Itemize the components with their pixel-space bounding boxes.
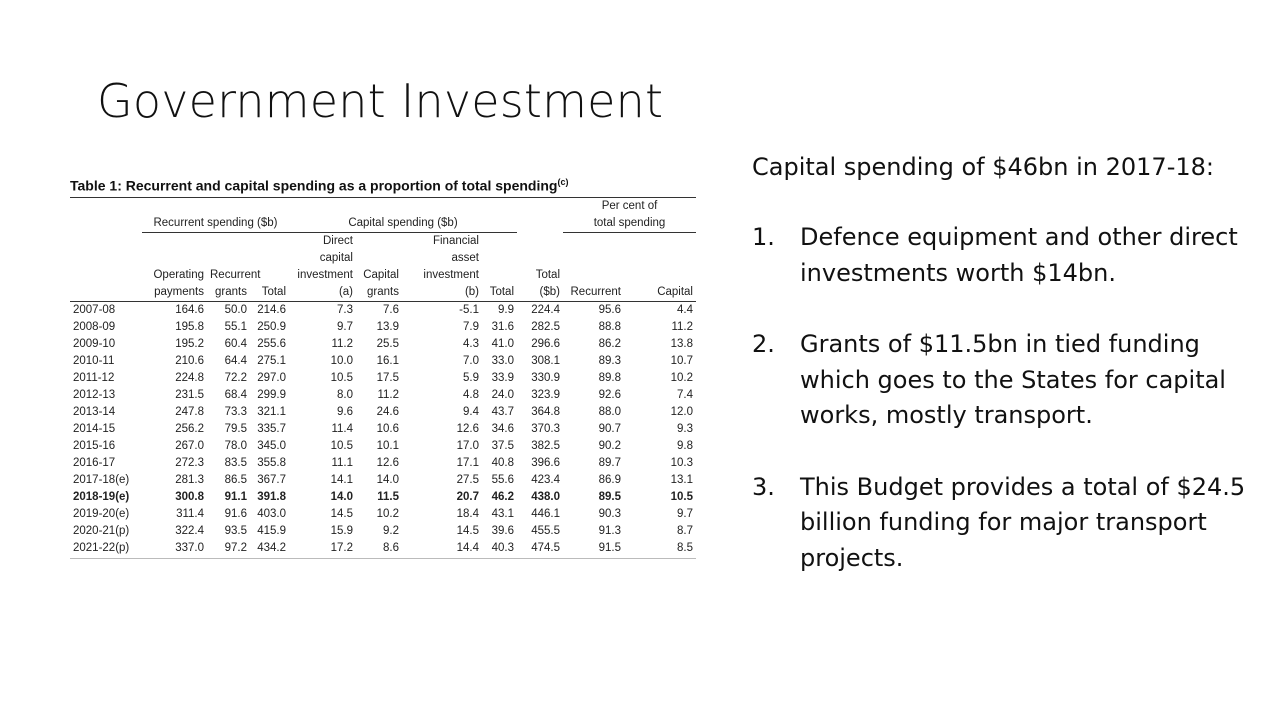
- col-operating-header: Operating: [153, 268, 204, 281]
- table-row: [70, 455, 696, 472]
- table-row: [70, 404, 696, 421]
- cell-rec-grants: 55.1: [224, 320, 247, 333]
- cell-total: 370.3: [531, 422, 560, 435]
- cell-rec-total: 214.6: [257, 303, 286, 316]
- col-cap-grants-header: Capital: [363, 268, 399, 281]
- cell-pct-cap: 9.3: [677, 422, 693, 435]
- cell-operating: 300.8: [175, 490, 204, 503]
- cell-total: 396.6: [531, 456, 560, 469]
- cell-pct-rec: 92.6: [598, 388, 621, 401]
- cell-rec-total: 403.0: [257, 507, 286, 520]
- cell-financial: 12.6: [456, 422, 479, 435]
- summary-point-text: Defence equipment and other direct investments worth $14bn.: [800, 223, 1238, 287]
- cell-pct-rec: 89.5: [598, 490, 621, 503]
- cell-total: 224.4: [531, 303, 560, 316]
- table-row: [70, 370, 696, 387]
- table-caption-text: Table 1: Recurrent and capital spending as a proportion of total spending: [70, 177, 558, 194]
- col-operating-header-2: payments: [142, 284, 207, 302]
- cell-direct: 9.6: [337, 405, 353, 418]
- cell-financial: 17.1: [456, 456, 479, 469]
- cell-pct-cap: 7.4: [677, 388, 693, 401]
- cell-financial: -5.1: [459, 303, 479, 316]
- cell-direct: 11.2: [331, 337, 353, 350]
- cell-direct: 8.0: [337, 388, 353, 401]
- cell-cap-grants: 16.1: [376, 354, 399, 367]
- cell-year: 2018-19(e): [73, 490, 130, 503]
- cell-year: 2011-12: [73, 371, 115, 384]
- cell-financial: 18.4: [456, 507, 479, 520]
- cell-rec-grants: 60.4: [224, 337, 247, 350]
- cell-cap-total: 41.0: [491, 337, 514, 350]
- cell-pct-rec: 89.8: [598, 371, 621, 384]
- cell-operating: 267.0: [175, 439, 204, 452]
- cell-pct-cap: 9.7: [677, 507, 693, 520]
- table-row: [70, 387, 696, 404]
- table-caption-note: (c): [557, 177, 569, 187]
- cell-total: 446.1: [531, 507, 560, 520]
- cell-pct-rec: 90.2: [598, 439, 621, 452]
- table-row: [70, 438, 696, 455]
- cell-cap-total: 37.5: [491, 439, 514, 452]
- cell-pct-cap: 10.7: [670, 354, 693, 367]
- cell-cap-total: 55.6: [491, 473, 514, 486]
- cell-cap-total: 33.9: [491, 371, 514, 384]
- cell-total: 308.1: [531, 354, 560, 367]
- table-row: [70, 336, 696, 353]
- cell-operating: 311.4: [176, 507, 204, 520]
- col-rec-grants-header: Recurrent: [210, 268, 261, 281]
- cell-total: 323.9: [531, 388, 560, 401]
- col-financial-header-2: asset: [451, 251, 479, 264]
- cell-rec-total: 321.1: [257, 405, 286, 418]
- cell-rec-grants: 86.5: [224, 473, 247, 486]
- cell-financial: 14.5: [456, 524, 479, 537]
- cell-cap-grants: 12.6: [376, 456, 399, 469]
- cell-pct-cap: 10.3: [670, 456, 693, 469]
- summary-point: [752, 220, 1262, 291]
- cell-cap-total: 31.6: [491, 320, 514, 333]
- col-direct-header-2: capital: [319, 251, 353, 264]
- cell-financial: 17.0: [456, 439, 479, 452]
- recurrent-group-header: Recurrent spending ($b): [142, 215, 289, 233]
- cell-operating: 256.2: [175, 422, 204, 435]
- cell-cap-grants: 24.6: [376, 405, 399, 418]
- cell-operating: 210.6: [175, 354, 204, 367]
- cell-cap-grants: 11.2: [377, 388, 399, 401]
- cell-pct-rec: 86.9: [598, 473, 621, 486]
- table-row: [70, 472, 696, 489]
- cell-rec-total: 391.8: [257, 490, 286, 503]
- cell-pct-rec: 89.3: [598, 354, 621, 367]
- cell-direct: 9.7: [337, 320, 353, 333]
- cell-pct-cap: 10.2: [670, 371, 693, 384]
- cell-rec-total: 367.7: [257, 473, 286, 486]
- cell-total: 330.9: [531, 371, 560, 384]
- summary-point-text: This Budget provides a total of $24.5 billion funding for major transport projects.: [800, 472, 1246, 572]
- cell-rec-total: 345.0: [257, 439, 286, 452]
- col-rec-total-header: Total: [250, 284, 289, 302]
- cell-year: 2012-13: [73, 388, 116, 401]
- cell-cap-grants: 9.2: [383, 524, 399, 537]
- cell-pct-rec: 91.5: [598, 541, 621, 554]
- cell-direct: 11.4: [331, 422, 353, 435]
- cell-pct-cap: 11.2: [671, 320, 693, 333]
- cell-rec-grants: 68.4: [224, 388, 247, 401]
- table-row: [70, 489, 696, 506]
- cell-year: 2017-18(e): [73, 473, 130, 486]
- table-row: [70, 319, 696, 336]
- summary-panel: [752, 150, 1262, 576]
- cell-direct: 15.9: [330, 524, 353, 537]
- cell-pct-rec: 90.7: [598, 422, 621, 435]
- cell-cap-total: 39.6: [491, 524, 514, 537]
- summary-point: [752, 470, 1262, 577]
- cell-rec-total: 335.7: [257, 422, 286, 435]
- cell-rec-total: 355.8: [257, 456, 286, 469]
- cell-operating: 195.2: [175, 337, 204, 350]
- cell-year: 2013-14: [73, 405, 116, 418]
- cell-cap-grants: 10.2: [376, 507, 399, 520]
- cell-cap-grants: 7.6: [383, 303, 399, 316]
- cell-pct-cap: 10.5: [670, 490, 693, 503]
- cell-rec-grants: 73.3: [224, 405, 247, 418]
- cell-rec-total: 434.2: [257, 541, 286, 554]
- cell-year: 2019-20(e): [73, 507, 130, 520]
- table-body: [70, 301, 696, 557]
- capital-group-header: Capital spending ($b): [289, 215, 517, 233]
- cell-financial: 5.9: [463, 371, 479, 384]
- cell-year: 2008-09: [73, 320, 116, 333]
- cell-pct-rec: 90.3: [598, 507, 621, 520]
- table-header: [70, 198, 696, 302]
- table-row: [70, 523, 696, 540]
- cell-direct: 7.3: [337, 303, 353, 316]
- col-rec-grants-header-2: grants: [207, 284, 250, 302]
- cell-cap-grants: 8.6: [383, 541, 399, 554]
- col-cap-grants-header-2: grants: [356, 284, 402, 302]
- cell-operating: 164.6: [175, 303, 204, 316]
- summary-points: [752, 220, 1262, 576]
- cell-total: 474.5: [531, 541, 560, 554]
- cell-direct: 10.5: [330, 439, 353, 452]
- cell-rec-grants: 72.2: [224, 371, 247, 384]
- cell-operating: 322.4: [175, 524, 204, 537]
- table-caption: [70, 177, 696, 194]
- cell-direct: 11.1: [331, 456, 353, 469]
- cell-cap-total: 43.1: [491, 507, 514, 520]
- col-grand-total-header-2: ($b): [517, 284, 563, 302]
- cell-total: 423.4: [531, 473, 560, 486]
- cell-pct-rec: 86.2: [598, 337, 621, 350]
- cell-rec-total: 250.9: [257, 320, 286, 333]
- cell-financial: 14.4: [456, 541, 479, 554]
- cell-pct-rec: 95.6: [598, 303, 621, 316]
- cell-financial: 27.5: [456, 473, 479, 486]
- table-row: [70, 353, 696, 370]
- cell-cap-grants: 10.6: [376, 422, 399, 435]
- cell-rec-total: 255.6: [257, 337, 286, 350]
- cell-year: 2015-16: [73, 439, 116, 452]
- cell-year: 2010-11: [73, 354, 115, 367]
- cell-rec-total: 415.9: [257, 524, 286, 537]
- cell-rec-grants: 79.5: [224, 422, 247, 435]
- cell-cap-total: 34.6: [491, 422, 514, 435]
- cell-cap-grants: 10.1: [376, 439, 399, 452]
- summary-intro: Capital spending of $46bn in 2017-18:: [752, 153, 1214, 181]
- cell-pct-cap: 12.0: [670, 405, 693, 418]
- table-row: [70, 301, 696, 319]
- cell-rec-grants: 91.6: [224, 507, 247, 520]
- cell-pct-rec: 91.3: [598, 524, 621, 537]
- cell-pct-cap: 8.5: [677, 541, 693, 554]
- cell-pct-cap: 9.8: [677, 439, 693, 452]
- cell-total: 382.5: [531, 439, 560, 452]
- cell-operating: 337.0: [175, 541, 204, 554]
- cell-total: 296.6: [531, 337, 560, 350]
- cell-cap-total: 40.8: [491, 456, 514, 469]
- cell-operating: 247.8: [175, 405, 204, 418]
- table-row: [70, 506, 696, 523]
- cell-rec-grants: 93.5: [224, 524, 247, 537]
- summary-point-number: 3.: [752, 472, 775, 501]
- cell-financial: 7.9: [463, 320, 479, 333]
- percent-group-header-line2: total spending: [563, 215, 696, 233]
- cell-cap-total: 46.2: [491, 490, 514, 503]
- cell-direct: 14.5: [330, 507, 353, 520]
- cell-rec-grants: 91.1: [224, 490, 247, 503]
- cell-rec-grants: 50.0: [224, 303, 247, 316]
- cell-operating: 195.8: [175, 320, 204, 333]
- cell-total: 364.8: [531, 405, 560, 418]
- cell-direct: 14.1: [330, 473, 353, 486]
- cell-direct: 17.2: [330, 541, 353, 554]
- cell-financial: 4.8: [463, 388, 479, 401]
- cell-cap-total: 24.0: [491, 388, 514, 401]
- cell-pct-cap: 4.4: [677, 303, 693, 316]
- slide-title: Government Investment: [97, 74, 664, 128]
- cell-year: 2016-17: [73, 456, 116, 469]
- cell-year: 2021-22(p): [73, 541, 130, 554]
- cell-rec-grants: 83.5: [224, 456, 247, 469]
- cell-operating: 224.8: [175, 371, 204, 384]
- cell-cap-total: 9.9: [498, 303, 514, 316]
- cell-cap-grants: 17.5: [376, 371, 399, 384]
- cell-cap-total: 43.7: [491, 405, 514, 418]
- cell-pct-cap: 8.7: [677, 524, 693, 537]
- cell-rec-grants: 64.4: [224, 354, 247, 367]
- table-row: [70, 540, 696, 557]
- spending-table-figure: [70, 177, 696, 563]
- col-financial-header-3: investment: [423, 268, 479, 281]
- cell-rec-total: 275.1: [257, 354, 286, 367]
- cell-financial: 4.3: [463, 337, 479, 350]
- cell-total: 455.5: [531, 524, 560, 537]
- cell-financial: 9.4: [463, 405, 479, 418]
- col-direct-header: Direct: [322, 234, 353, 247]
- cell-total: 438.0: [531, 490, 560, 503]
- cell-cap-grants: 13.9: [376, 320, 399, 333]
- percent-group-header: Per cent of: [601, 199, 658, 212]
- summary-point-number: 1.: [752, 223, 775, 251]
- summary-point: [752, 327, 1262, 434]
- cell-direct: 14.0: [330, 490, 353, 503]
- cell-year: 2014-15: [73, 422, 116, 435]
- cell-pct-cap: 13.1: [670, 473, 693, 486]
- cell-rec-total: 297.0: [257, 371, 286, 384]
- cell-year: 2020-21(p): [73, 524, 130, 537]
- cell-financial: 7.0: [463, 354, 479, 367]
- cell-cap-total: 40.3: [491, 541, 514, 554]
- cell-cap-total: 33.0: [491, 354, 514, 367]
- col-pct-recurrent-header: Recurrent: [563, 284, 624, 302]
- col-financial-header: Financial: [432, 234, 479, 247]
- summary-point-number: 2.: [752, 330, 775, 358]
- cell-direct: 10.5: [330, 371, 353, 384]
- cell-pct-rec: 88.0: [598, 405, 621, 418]
- cell-rec-grants: 78.0: [224, 439, 247, 452]
- cell-year: 2007-08: [73, 303, 116, 316]
- cell-pct-cap: 13.8: [670, 337, 693, 350]
- col-grand-total-header: Total: [535, 268, 560, 281]
- summary-point-text: Grants of $11.5bn in tied funding which goes to the States for capital works, mostly transport.: [800, 330, 1226, 429]
- cell-cap-grants: 25.5: [376, 337, 399, 350]
- cell-operating: 272.3: [175, 456, 204, 469]
- col-pct-capital-header: Capital: [624, 284, 696, 302]
- cell-pct-rec: 89.7: [598, 456, 621, 469]
- col-direct-header-4: (a): [289, 284, 356, 302]
- cell-operating: 231.5: [175, 388, 204, 401]
- table-row: [70, 421, 696, 438]
- cell-cap-grants: 14.0: [376, 473, 399, 486]
- cell-total: 282.5: [531, 320, 560, 333]
- cell-pct-rec: 88.8: [598, 320, 621, 333]
- cell-rec-grants: 97.2: [224, 541, 247, 554]
- cell-direct: 10.0: [330, 354, 353, 367]
- cell-cap-grants: 11.5: [377, 490, 399, 503]
- col-direct-header-3: investment: [297, 268, 353, 281]
- cell-rec-total: 299.9: [257, 388, 286, 401]
- cell-operating: 281.3: [175, 473, 204, 486]
- table-bottom-rule: [70, 558, 696, 563]
- col-financial-header-4: (b): [402, 284, 482, 302]
- cell-year: 2009-10: [73, 337, 116, 350]
- spending-table: [70, 198, 696, 557]
- col-cap-total-header: Total: [482, 284, 517, 302]
- cell-financial: 20.7: [456, 490, 479, 503]
